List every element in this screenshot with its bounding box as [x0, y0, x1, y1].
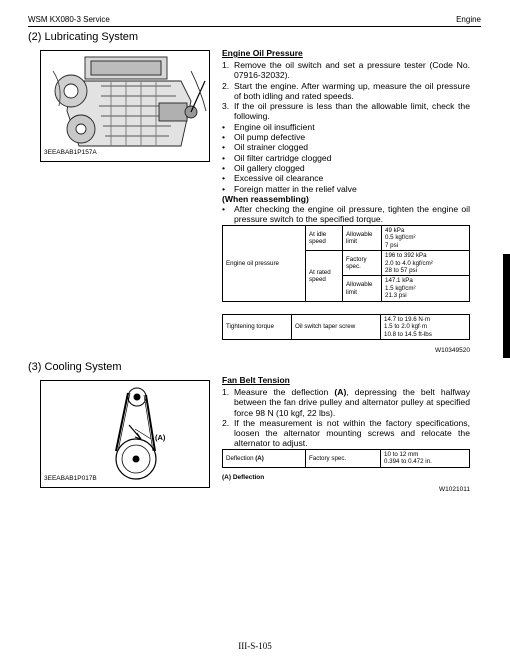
step-item: 1. Measure the deflection (A), depressing the belt halfway between the fan drive pulley and alternator pulley at specified force 98 N (10 kgf, 22 lbs). [222, 387, 470, 418]
header-title: WSM KX080-3 Service [28, 15, 110, 24]
check-item: • Oil gallery clogged [222, 162, 305, 173]
step-item: 2. Start the engine. After warming up, measure the oil pressure of both idling and rated speeds. [222, 80, 470, 101]
document-code: W1021011 [439, 486, 470, 493]
reassembling-note: • After checking the engine oil pressure, tighten the engine oil pressure switch to the specified torque. [222, 204, 470, 225]
check-item: • Oil filter cartridge clogged [222, 152, 332, 163]
heading-fan-belt-tension: Fan Belt Tension [222, 375, 290, 385]
table-cell-torque: Tightening torque [223, 315, 292, 340]
check-item: • Engine oil insufficient [222, 121, 315, 132]
check-item: • Excessive oil clearance [222, 173, 324, 184]
figure-caption-lubricating: 3EEABAB1P157A [44, 149, 97, 156]
fan-belt-table [222, 449, 470, 468]
section-title-cooling: (3) Cooling System [28, 361, 122, 373]
step-item: 2. If the measurement is not within the factory specifications, loosen the alternator mounting screws and relocate the alternator to adjust. [222, 417, 470, 449]
table-cell-deflection: Deflection (A) [223, 450, 306, 468]
header-rule [28, 26, 481, 27]
table-cell-allowable: Allowable limit [343, 226, 382, 251]
section-title-lubricating: (2) Lubricating System [28, 31, 139, 43]
table-cell-value: 196 to 392 kPa 2.0 to 4.0 kgf/cm² 28 to 57 psi [382, 251, 470, 276]
section-tab [503, 254, 510, 358]
page-number: III-S-105 [238, 641, 272, 651]
fan-belt-illustration [41, 381, 209, 487]
check-item: • Oil strainer clogged [222, 142, 309, 153]
heading-engine-oil-pressure: Engine Oil Pressure [222, 48, 303, 58]
check-item: • Foreign matter in the relief valve [222, 183, 357, 194]
table-cell-allowable: Allowable limit [343, 276, 382, 301]
cooling-figure [40, 380, 210, 488]
table-cell-rated: At rated speed [306, 251, 343, 301]
reassembling-label: (When reassembling) [222, 193, 309, 204]
engine-illustration [41, 51, 209, 161]
torque-table [222, 314, 470, 340]
figure-note: (A) Deflection [222, 474, 265, 481]
table-cell-value: 147.1 kPa 1.5 kgf/cm² 21.3 psi [382, 276, 470, 301]
table-cell-value: 10 to 12 mm 0.394 to 0.472 in. [381, 450, 470, 468]
document-code: W10349520 [434, 347, 470, 354]
header-section: Engine [456, 15, 481, 24]
table-cell-idle: At idle speed [306, 226, 343, 251]
lubricating-figure [40, 50, 210, 162]
table-cell-value: 14.7 to 19.6 N·m 1.5 to 2.0 kgf·m 10.8 to 14.5 ft-lbs [381, 315, 470, 340]
figure-label-a: (A) [155, 433, 166, 442]
table-cell-factory: Factory spec. [343, 251, 382, 276]
oil-pressure-steps [222, 60, 470, 225]
step-item: 3. If the oil pressure is less than the allowable limit, check the following. [222, 101, 470, 122]
step-item: 1. Remove the oil switch and set a pressure tester (Code No. 07916-32032). [222, 60, 470, 81]
oil-pressure-table [222, 225, 470, 302]
table-cell-value: 49 kPa 0.5 kgf/cm² 7 psi [382, 226, 470, 251]
fan-belt-steps [222, 387, 470, 449]
table-cell-item: Engine oil pressure [223, 226, 306, 302]
check-item: • Oil pump defective [222, 132, 306, 143]
table-cell-part: Oil switch taper screw [292, 315, 381, 340]
table-cell-factory: Factory spec. [306, 450, 381, 468]
figure-caption-cooling: 3EEABAB1P017B [44, 475, 97, 482]
